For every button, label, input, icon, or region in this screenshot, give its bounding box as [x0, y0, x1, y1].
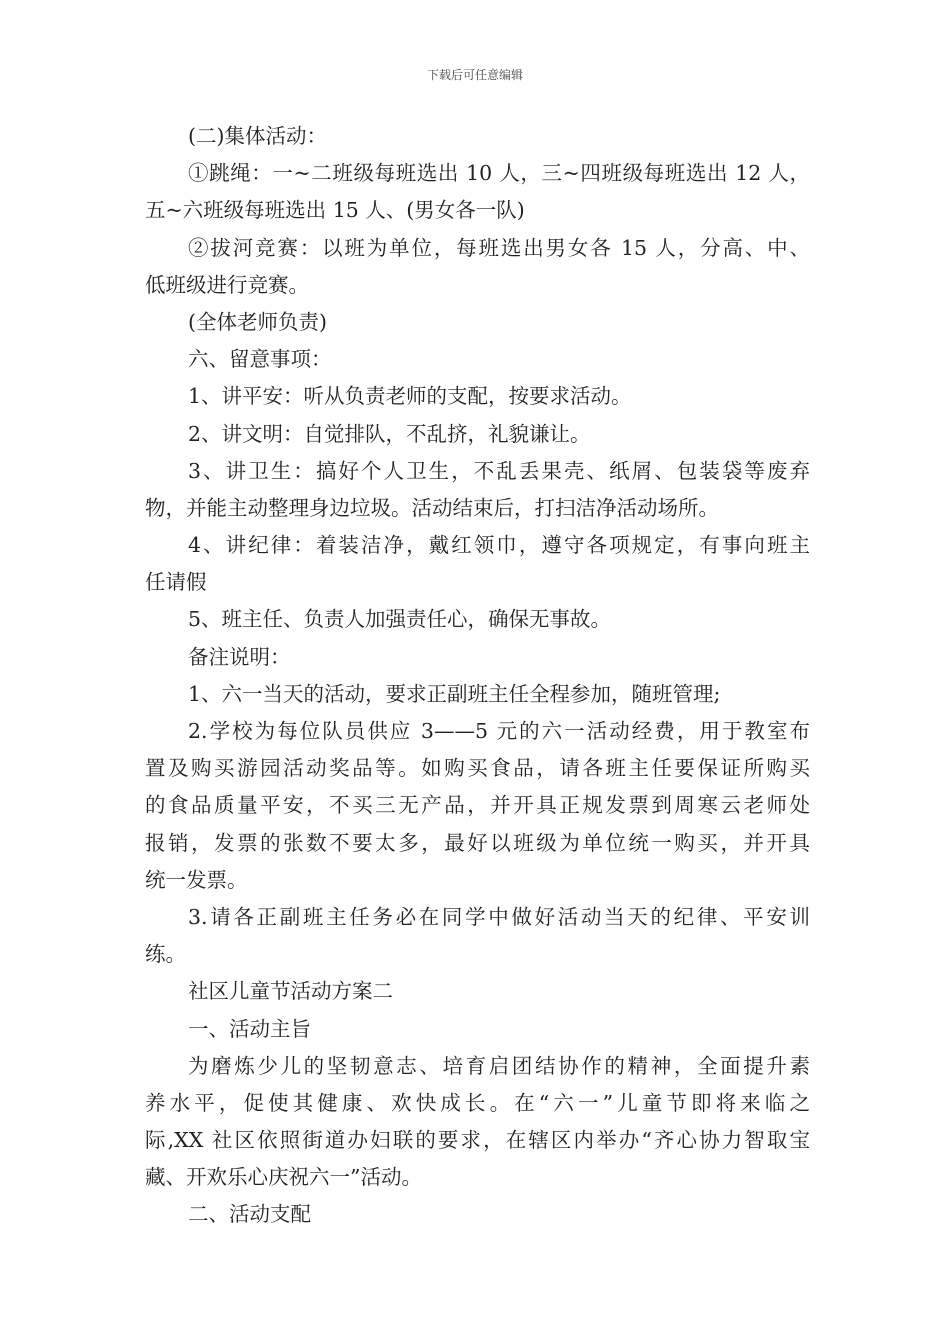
text-line: 3、讲卫生：搞好个人卫生，不乱丢果壳、纸屑、包装袋等废弃	[188, 458, 810, 483]
text-line: 为磨炼少儿的坚韧意志、培育启团结协作的精神，全面提升素	[188, 1053, 810, 1078]
text-line: 藏、开欢乐心庆祝六一”活动。	[145, 1165, 422, 1190]
text-line: 4、讲纪律：着装洁净，戴红领巾，遵守各项规定，有事向班主	[188, 533, 810, 558]
text-line: 1、讲平安：听从负责老师的支配，按要求活动。	[188, 384, 632, 409]
text-line: 2.学校为每位队员供应 3——5 元的六一活动经费，用于教室布	[188, 719, 810, 743]
text-line: 置及购买游园活动奖品等。如购买食品，请各班主任要保证所购买	[145, 756, 810, 781]
text-line: 二、活动支配	[188, 1202, 311, 1227]
text-line: 一、活动主旨	[188, 1016, 311, 1041]
text-line: 统一发票。	[145, 867, 248, 892]
text-line: 五~六班级每班选出 15 人、(男女各一队)	[145, 198, 525, 223]
text-line: 2、讲文明：自觉排队，不乱挤，礼貌谦让。	[188, 421, 591, 446]
text-line: (二)集体活动：	[188, 124, 327, 148]
text-line: 社区儿童节活动方案二	[188, 979, 393, 1004]
text-line: 的食品质量平安，不买三无产品，并开具正规发票到周寒云老师处	[145, 793, 810, 818]
document-body	[145, 118, 810, 1234]
text-line: 5、班主任、负责人加强责任心，确保无事故。	[188, 607, 612, 632]
text-line: 3.请各正副班主任务必在同学中做好活动当天的纪律、平安训	[188, 904, 810, 929]
text-line: 任请假	[145, 570, 207, 595]
text-line: 养水平，促使其健康、欢快成长。在“六一”儿童节即将来临之	[145, 1090, 810, 1115]
text-line: ①跳绳：一~二班级每班选出 10 人，三~四班级每班选出 12 人，	[188, 161, 810, 186]
text-line: 备注说明：	[188, 644, 291, 669]
text-line: 物，并能主动整理身边垃圾。活动结束后，打扫洁净活动场所。	[145, 495, 719, 520]
text-line: ②拔河竞赛：以班为单位，每班选出男女各 15 人，分高、中、	[188, 235, 810, 260]
text-line: 低班级进行竞赛。	[145, 272, 309, 297]
text-line: 1、六一当天的活动，要求正副班主任全程参加，随班管理;	[188, 681, 721, 706]
text-line: 际,XX 社区依照街道办妇联的要求，在辖区内举办“齐心协力智取宝	[145, 1128, 810, 1153]
page-header: 下载后可任意编辑	[426, 68, 523, 82]
text-line: 六、留意事项：	[188, 347, 332, 372]
text-line: 报销，发票的张数不要太多，最好以班级为单位统一购买，并开具	[145, 830, 810, 855]
text-line: 练。	[145, 942, 186, 967]
text-line: (全体老师负责)	[188, 309, 327, 334]
